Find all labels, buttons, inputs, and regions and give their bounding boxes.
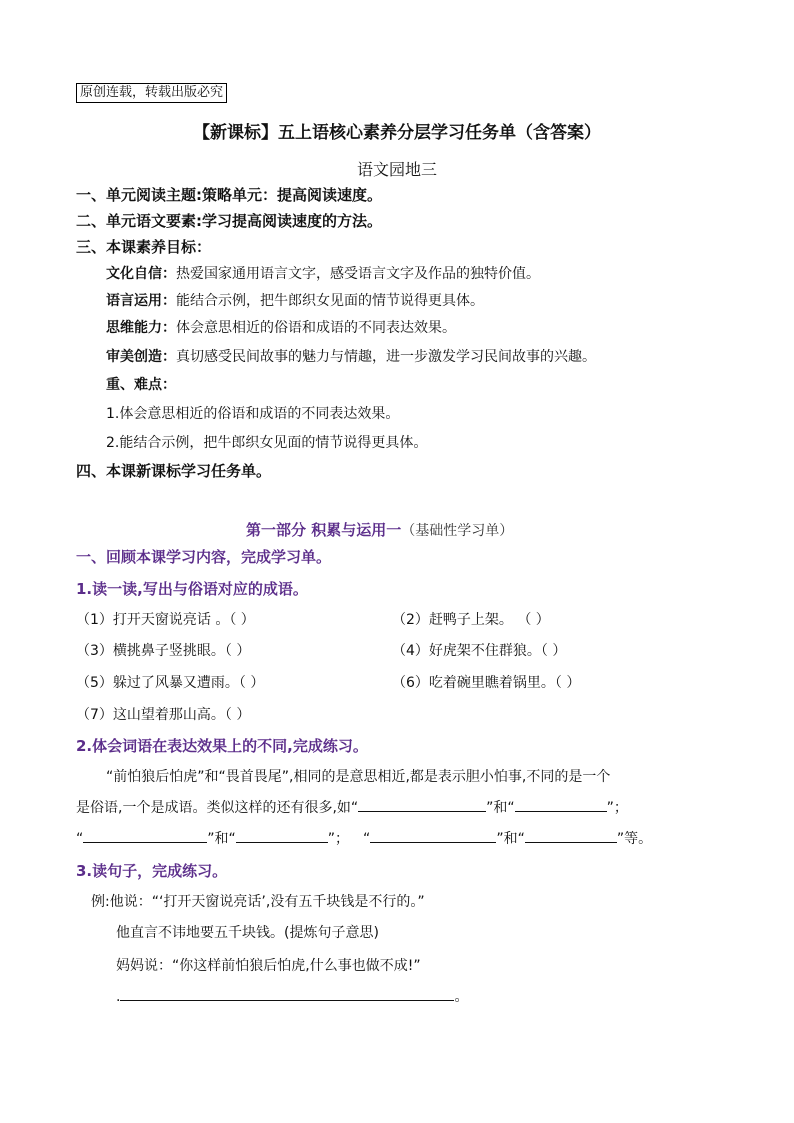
section-unit-theme: 一、单元阅读主题:策略单元：提高阅读速度。	[76, 186, 383, 204]
q2-connector: ”和“	[496, 831, 525, 847]
q2-ending: ”等。	[616, 831, 653, 847]
goal-label: 文化自信：	[106, 266, 176, 282]
q1-item-2: （2）赶鸭子上架。 （ ）	[392, 612, 550, 628]
q3-example-answer: 他直言不讳地要五千块钱。(提炼句子意思)	[116, 925, 379, 941]
answer-blank[interactable]	[525, 828, 617, 843]
q1-item-1: （1）打开天窗说亮话 。（ ）	[76, 612, 255, 628]
answer-blank[interactable]	[236, 828, 328, 843]
q3-sentence: 妈妈说：“你这样前怕狼后怕虎,什么事也做不成!”	[116, 958, 421, 974]
goal-language	[106, 290, 484, 310]
answer-blank[interactable]	[83, 828, 207, 843]
q2-text: 是俗语,一个是成语。类似这样的还有很多,如“	[76, 800, 359, 816]
section-goals-heading: 三、本课素养目标：	[76, 238, 212, 256]
q2-connector: ”和“	[486, 800, 515, 816]
q2-paragraph-line2	[76, 797, 628, 817]
q3-period: 。	[454, 989, 469, 1005]
question-1-title: 1.读一读,写出与俗语对应的成语。	[76, 580, 308, 598]
part1-subtitle: （基础性学习单）	[401, 523, 514, 539]
q2-connector: ”和“	[207, 831, 236, 847]
question-3-title: 3.读句子，完成练习。	[76, 862, 228, 880]
page-title: 【新课标】五上语核心素养分层学习任务单（含答案）	[193, 123, 601, 143]
q3-dot: .	[116, 989, 121, 1005]
q1-item-7: （7）这山望着那山高。（ ）	[76, 707, 251, 723]
question-intro: 一、回顾本课学习内容，完成学习单。	[76, 548, 332, 566]
q3-example-text: 他说：“‘打开天窗说亮话’,没有五千块钱是不行的。”	[109, 894, 425, 910]
part1-title: 第一部分 积累与运用一	[246, 521, 402, 539]
goal-culture	[106, 263, 540, 283]
copyright-notice: 原创连载，转载出版必究	[76, 83, 227, 103]
q2-paragraph-line3	[76, 828, 652, 848]
q1-item-3: （3）横挑鼻子竖挑眼。（ ）	[76, 643, 251, 659]
goal-thinking	[106, 317, 456, 337]
goal-text: 能结合示例，把牛郎织女见面的情节说得更具体。	[176, 293, 484, 309]
q2-quote-open: “	[76, 831, 84, 847]
goal-text: 热爱国家通用语言文字，感受语言文字及作品的独特价值。	[176, 266, 540, 282]
answer-blank[interactable]	[120, 986, 454, 1001]
q1-item-5: （5）躲过了风暴又遭雨。（ ）	[76, 675, 265, 691]
q3-example-label: 例:	[91, 894, 110, 910]
goal-label: 思维能力：	[106, 320, 176, 336]
q3-example	[91, 891, 425, 911]
key-point-item: 2.能结合示例，把牛郎织女见面的情节说得更具体。	[106, 435, 428, 451]
key-points-heading: 重、难点：	[106, 377, 176, 393]
q2-paragraph-line1: “前怕狼后怕虎”和“畏首畏尾”,相同的是意思相近,都是表示胆小怕事,不同的是一个	[106, 769, 611, 785]
section-task-list-heading: 四、本课新课标学习任务单。	[76, 462, 272, 480]
goal-text: 体会意思相近的俗语和成语的不同表达效果。	[176, 320, 456, 336]
goal-label: 审美创造：	[106, 349, 176, 365]
answer-blank[interactable]	[370, 828, 496, 843]
goal-text: 真切感受民间故事的魅力与情趣，进一步激发学习民间故事的兴趣。	[176, 349, 596, 365]
answer-blank[interactable]	[358, 797, 486, 812]
lesson-subtitle: 语文园地三	[356, 160, 437, 179]
key-point-item: 1.体会意思相近的俗语和成语的不同表达效果。	[106, 406, 400, 422]
q2-separator: ”；	[606, 800, 628, 816]
q2-quote-open: “	[363, 831, 371, 847]
q1-item-6: （6）吃着碗里瞧着锅里。（ ）	[392, 675, 581, 691]
goal-aesthetic	[106, 346, 596, 366]
q2-separator: ”；	[327, 831, 350, 847]
answer-blank[interactable]	[515, 797, 607, 812]
part1-heading	[246, 519, 513, 540]
section-unit-element: 二、单元语文要素:学习提高阅读速度的方法。	[76, 212, 383, 230]
goal-label: 语言运用：	[106, 293, 176, 309]
question-2-title: 2.体会词语在表达效果上的不同,完成练习。	[76, 737, 368, 755]
q3-answer-line	[116, 986, 468, 1006]
q1-item-4: （4）好虎架不住群狼。（ ）	[392, 643, 567, 659]
